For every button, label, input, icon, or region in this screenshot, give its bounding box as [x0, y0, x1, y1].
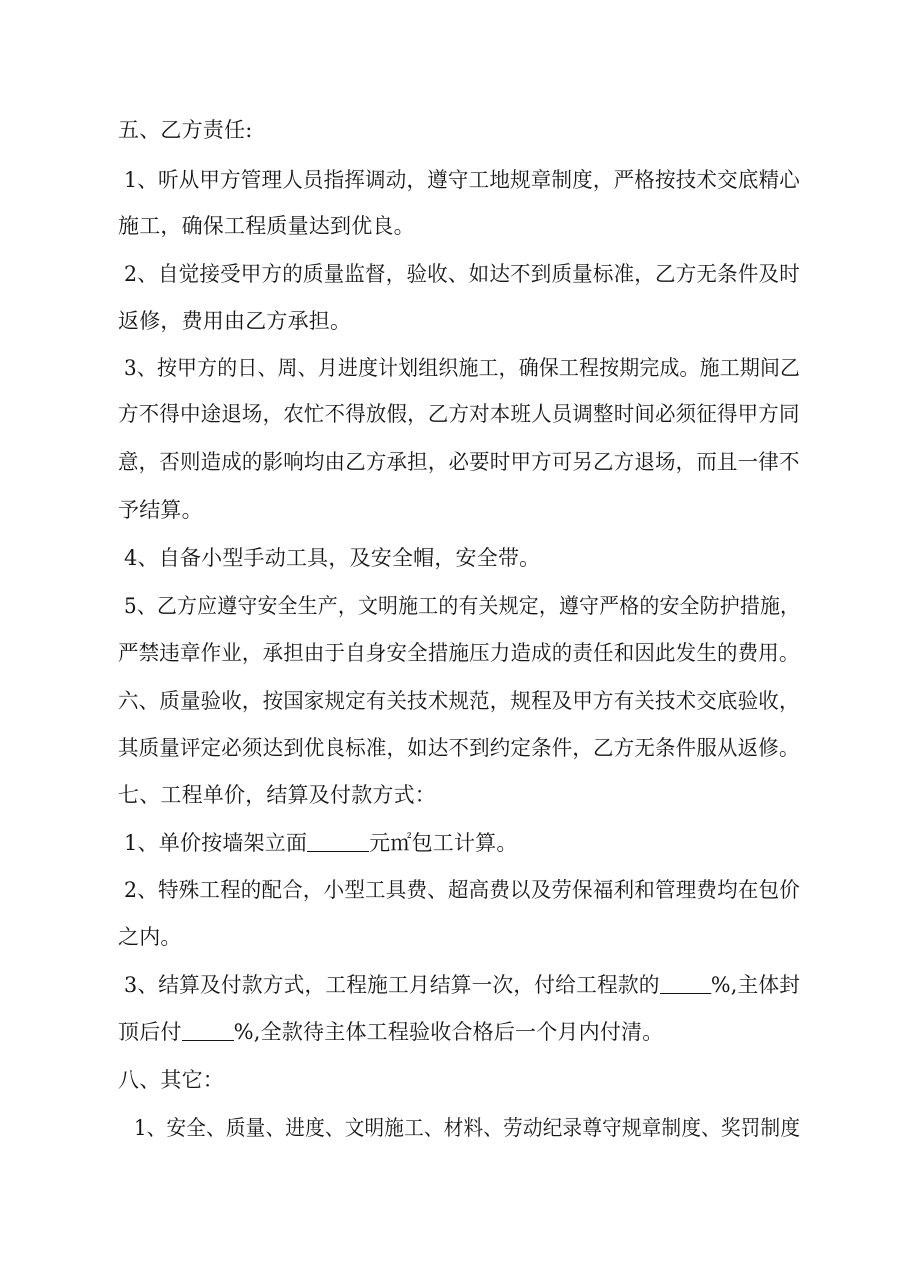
- section-7-item-1-prefix: 1、单价按墙架立面: [124, 831, 308, 855]
- topping-out-percent-blank: [182, 1020, 234, 1041]
- section-5-item-4-line-1: 4、自备小型手动工具，及安全帽，安全带。: [124, 546, 541, 570]
- monthly-payment-percent-blank: [660, 973, 711, 994]
- section-5-heading: 五、乙方责任:: [118, 118, 253, 142]
- section-5-item-3-line-3: 意，否则造成的影响均由乙方承担，必要时甲方可另乙方退场，而且一律不: [118, 450, 800, 474]
- section-7-item-3-line-1: [124, 971, 800, 999]
- section-6-line-1: 六、质量验收，按国家规定有关技术规范，规程及甲方有关技术交底验收，: [118, 689, 800, 713]
- section-5-item-5-line-1: 5、乙方应遵守安全生产，文明施工的有关规定，遵守严格的安全防护措施，: [124, 594, 801, 618]
- section-5-item-3-line-2: 方不得中途退场，农忙不得放假，乙方对本班人员调整时间必须征得甲方同: [118, 402, 800, 426]
- section-7-heading: 七、工程单价，结算及付款方式：: [118, 783, 436, 807]
- section-5-item-2-line-2: 返修，费用由乙方承担。: [118, 309, 352, 333]
- section-5-item-2-line-1: 2、自觉接受甲方的质量监督，验收、如达不到质量标准，乙方无条件及时: [124, 262, 800, 286]
- section-7-item-3-line-2-suffix: %,全款待主体工程验收合格后一个月内付清。: [233, 1020, 664, 1044]
- section-7-item-3-line-2: [118, 1018, 663, 1046]
- section-7-item-2-line-2: 之内。: [118, 925, 182, 949]
- section-8-item-1-line-1: 1、安全、质量、进度、文明施工、材料、劳动纪录尊守规章制度、奖罚制度: [134, 1116, 801, 1140]
- section-7-item-2-line-1: 2、特殊工程的配合，小型工具费、超高费以及劳保福利和管理费均在包价: [124, 878, 800, 902]
- section-7-item-3-line-1-suffix: %,主体封: [710, 973, 801, 997]
- section-7-item-3-line-1-prefix: 3、结算及付款方式，工程施工月结算一次，付给工程款的: [124, 973, 660, 997]
- section-5-item-1-line-2: 施工，确保工程质量达到优良。: [118, 214, 415, 238]
- section-5-item-1-line-1: 1、听从甲方管理人员指挥调动，遵守工地规章制度，严格按技术交底精心: [124, 168, 800, 192]
- section-7-item-1-suffix: 元㎡包工计算。: [369, 831, 518, 855]
- section-5-item-3-line-4: 予结算。: [118, 498, 203, 522]
- section-6-line-2: 其质量评定必须达到优良标准，如达不到约定条件，乙方无条件服从返修。: [118, 736, 800, 760]
- section-7-item-1: [124, 829, 518, 857]
- section-5-item-3-line-1: 3、按甲方的日、周、月进度计划组织施工，确保工程按期完成。施工期间乙: [124, 356, 801, 380]
- section-7-item-3-line-2-prefix: 顶后付: [118, 1020, 182, 1044]
- unit-price-blank: [307, 831, 369, 852]
- section-8-heading: 八、其它：: [118, 1068, 224, 1092]
- section-5-item-5-line-2: 严禁违章作业，承担由于自身安全措施压力造成的责任和因此发生的费用。: [118, 641, 800, 665]
